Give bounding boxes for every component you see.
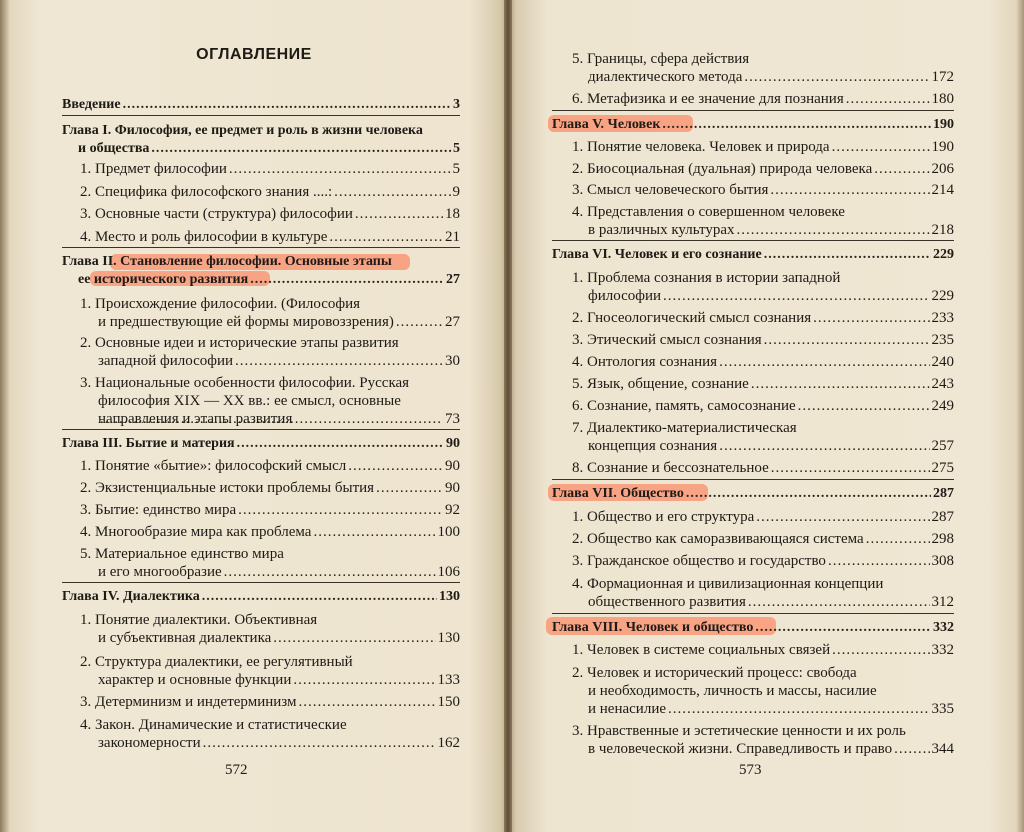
dot-leader	[396, 313, 443, 331]
dot-leader	[237, 435, 444, 453]
toc-entry-text: 4. Закон. Динамические и статистические	[80, 717, 347, 733]
toc-entry-text: 4. Онтология сознания	[572, 354, 718, 370]
dot-leader	[828, 552, 930, 570]
dot-leader	[298, 693, 435, 711]
dot-leader	[329, 228, 443, 246]
toc-section-entry	[572, 664, 954, 682]
toc-page-number: 150	[437, 694, 460, 710]
toc-entry-text: 1. Предмет философии	[80, 161, 227, 177]
toc-page-number: 30	[445, 353, 460, 369]
toc-entry-text: 1. Понятие диалектики. Объективная	[80, 612, 318, 628]
right-page	[508, 0, 1024, 832]
toc-entry-text: 4. Представления о совершенном человеке	[572, 204, 845, 220]
dot-leader	[770, 181, 929, 199]
toc-section-entry	[80, 693, 460, 711]
toc-section-entry	[98, 734, 460, 752]
toc-entry-text: философии	[588, 288, 662, 304]
dot-leader	[744, 68, 929, 86]
toc-section-entry	[588, 287, 954, 305]
section-divider	[62, 247, 460, 248]
dot-leader	[748, 593, 930, 611]
toc-section-entry	[80, 295, 460, 313]
toc-entry-text: 5. Материальное единство мира	[80, 546, 284, 562]
toc-page-number: 229	[931, 288, 954, 304]
toc-entry-text: Глава II. Становление философии. Основные этапы	[62, 254, 392, 269]
toc-page-number: 240	[931, 354, 954, 370]
toc-page-number: 332	[933, 620, 954, 635]
toc-entry-text: и субъективная диалектика	[98, 630, 272, 646]
dot-leader	[686, 485, 931, 503]
dot-leader	[238, 501, 443, 519]
toc-page-number: 130	[439, 589, 460, 604]
toc-section-entry	[572, 331, 954, 349]
toc-section-entry	[572, 419, 954, 437]
toc-entry-text: 3. Нравственные и эстетические ценности и их роль	[572, 723, 906, 739]
toc-page-number: 249	[931, 398, 954, 414]
toc-section-entry	[98, 629, 460, 647]
dot-leader	[771, 459, 930, 477]
toc-page-number: 9	[452, 184, 460, 200]
dot-leader	[229, 160, 451, 178]
dot-leader	[668, 700, 929, 718]
toc-entry-text: закономерности	[98, 735, 201, 751]
dot-leader	[123, 96, 451, 114]
toc-chapter-entry	[62, 96, 460, 114]
dot-leader	[798, 397, 930, 415]
toc-chapter-entry	[62, 435, 460, 453]
toc-entry-text: 2. Основные идеи и исторические этапы развития	[80, 335, 399, 351]
toc-section-entry	[588, 593, 954, 611]
toc-entry-text: 1. Человек в системе социальных связей	[572, 642, 831, 658]
toc-page-number: 235	[931, 332, 954, 348]
section-divider	[552, 240, 954, 241]
toc-page-number: 229	[933, 247, 954, 262]
toc-section-entry	[98, 313, 460, 331]
section-divider	[62, 582, 460, 583]
toc-chapter-entry	[78, 271, 460, 289]
toc-chapter-entry	[552, 485, 954, 503]
page-title: ОГЛАВЛЕНИЕ	[196, 46, 312, 63]
toc-section-entry	[588, 740, 954, 758]
toc-page-number: 190	[933, 117, 954, 132]
toc-entry-text: 3. Детерминизм и индетерминизм	[80, 694, 297, 710]
toc-entry-text: 5. Границы, сфера действия	[572, 51, 750, 67]
dot-leader	[293, 671, 435, 689]
toc-section-entry	[572, 552, 954, 570]
toc-section-entry	[588, 221, 954, 239]
toc-section-entry	[98, 563, 460, 581]
toc-entry-text: 1. Происхождение философии. (Философия	[80, 296, 361, 312]
dot-leader	[202, 588, 437, 606]
toc-page-number: 214	[931, 182, 954, 198]
toc-section-entry	[80, 374, 460, 392]
toc-entry-text: направления и этапы развития	[98, 411, 293, 427]
toc-entry-text: 6. Метафизика и ее значение для познания	[572, 91, 844, 107]
toc-entry-text: Глава VI. Человек и его сознание	[552, 247, 762, 262]
toc-page-number: 5	[453, 141, 460, 156]
dot-leader	[663, 287, 929, 305]
dot-leader	[348, 457, 443, 475]
toc-entry-text: 2. Общество как саморазвивающаяся система	[572, 531, 864, 547]
toc-page-number: 100	[437, 524, 460, 540]
toc-section-entry	[588, 437, 954, 455]
dot-leader	[813, 309, 929, 327]
toc-section-entry	[572, 181, 954, 199]
toc-section-entry	[98, 671, 460, 689]
toc-entry-text: 3. Основные части (структура) философии	[80, 206, 353, 222]
toc-entry-text: общественного развития	[588, 594, 746, 610]
dot-leader	[235, 352, 443, 370]
toc-section-entry	[572, 309, 954, 327]
toc-section-entry	[572, 269, 954, 287]
toc-page-number: 27	[445, 314, 460, 330]
toc-page-number: 92	[445, 502, 460, 518]
toc-section-entry	[80, 479, 460, 497]
toc-page-number: 206	[931, 161, 954, 177]
toc-section-entry	[588, 682, 954, 700]
toc-page-number: 312	[931, 594, 954, 610]
toc-section-entry	[572, 575, 954, 593]
toc-chapter-entry	[552, 116, 954, 134]
toc-entry-text: 6. Сознание, память, самосознание	[572, 398, 796, 414]
toc-entry-text: 4. Место и роль философии в культуре	[80, 229, 328, 245]
dot-leader	[894, 740, 929, 758]
toc-page-number: 218	[931, 222, 954, 238]
toc-page-number: 18	[445, 206, 460, 222]
dot-leader	[250, 271, 444, 289]
toc-section-entry	[80, 545, 460, 563]
toc-section-entry	[80, 457, 460, 475]
dot-leader	[203, 734, 436, 752]
toc-entry-text: диалектического метода	[588, 69, 743, 85]
left-folio: 572	[225, 762, 248, 778]
toc-entry-text: в различных культурах	[588, 222, 735, 238]
dot-leader	[866, 530, 930, 548]
toc-page-number: 287	[933, 486, 954, 501]
toc-page-number: 3	[453, 97, 460, 112]
toc-section-entry	[80, 653, 460, 671]
toc-entry-text: Глава VIII. Человек и общество	[552, 620, 754, 635]
toc-page-number: 344	[931, 741, 954, 757]
dot-leader	[832, 138, 930, 156]
toc-section-entry	[80, 523, 460, 541]
toc-section-entry	[80, 501, 460, 519]
toc-entry-text: 1. Проблема сознания в истории западной	[572, 270, 841, 286]
toc-section-entry	[572, 397, 954, 415]
toc-entry-text: 2. Человек и исторический процесс: свобода	[572, 665, 857, 681]
toc-entry-text: 5. Язык, общение, сознание	[572, 376, 749, 392]
toc-chapter-entry	[78, 140, 460, 158]
toc-entry-text: концепция сознания	[588, 438, 718, 454]
dot-leader	[151, 140, 451, 158]
toc-section-entry	[572, 203, 954, 221]
toc-chapter-entry	[62, 122, 460, 140]
dot-leader	[874, 160, 929, 178]
toc-section-entry	[572, 375, 954, 393]
toc-section-entry	[572, 641, 954, 659]
toc-entry-text: и ненасилие	[588, 701, 667, 717]
right-folio: 573	[739, 762, 762, 778]
dot-leader	[751, 375, 930, 393]
toc-page-number: 298	[931, 531, 954, 547]
toc-page-number: 308	[931, 553, 954, 569]
toc-section-entry	[572, 90, 954, 108]
toc-entry-text: 2. Экзистенциальные истоки проблемы бытия	[80, 480, 375, 496]
toc-entry-text: Глава III. Бытие и материя	[62, 436, 235, 451]
toc-entry-text: Глава IV. Диалектика	[62, 589, 200, 604]
toc-page-number: 233	[931, 310, 954, 326]
toc-page-number: 172	[931, 69, 954, 85]
dot-leader	[764, 331, 930, 349]
dot-leader	[313, 523, 435, 541]
toc-section-entry	[572, 138, 954, 156]
toc-entry-text: 8. Сознание и бессознательное	[572, 460, 769, 476]
toc-page-number: 287	[931, 509, 954, 525]
toc-entry-text: 1. Общество и его структура	[572, 509, 755, 525]
dot-leader	[737, 221, 930, 239]
toc-page-number: 90	[445, 458, 460, 474]
toc-section-entry	[80, 183, 460, 201]
toc-page-number: 130	[437, 630, 460, 646]
toc-page-number: 332	[931, 642, 954, 658]
toc-entry-text: 4. Многообразие мира как проблема	[80, 524, 312, 540]
dot-leader	[355, 205, 443, 223]
toc-page-number: 257	[931, 438, 954, 454]
toc-section-entry	[98, 352, 460, 370]
toc-section-entry	[98, 410, 460, 428]
dot-leader	[756, 508, 929, 526]
toc-section-entry	[572, 508, 954, 526]
toc-entry-text: 2. Специфика философского знания ....:	[80, 184, 333, 200]
toc-section-entry	[80, 160, 460, 178]
left-page	[0, 0, 508, 832]
toc-entry-text: 3. Национальные особенности философии. Русская	[80, 375, 410, 391]
toc-page-number: 162	[437, 735, 460, 751]
toc-section-entry	[80, 334, 460, 352]
toc-entry-text: и его многообразие	[98, 564, 222, 580]
toc-entry-text: Введение	[62, 97, 121, 112]
toc-entry-text: западной философии	[98, 353, 234, 369]
dot-leader	[832, 641, 929, 659]
toc-section-entry	[572, 50, 954, 68]
toc-section-entry	[80, 228, 460, 246]
toc-section-entry	[80, 205, 460, 223]
dot-leader	[846, 90, 930, 108]
toc-page-number: 335	[931, 701, 954, 717]
dot-leader	[376, 479, 443, 497]
toc-entry-text: 3. Этический смысл сознания	[572, 332, 762, 348]
toc-chapter-entry	[62, 588, 460, 606]
toc-section-entry	[572, 353, 954, 371]
toc-section-entry	[80, 716, 460, 734]
toc-page-number: 73	[445, 411, 460, 427]
dot-leader	[719, 437, 929, 455]
toc-page-number: 5	[452, 161, 460, 177]
toc-entry-text: и необходимость, личность и массы, насилие	[588, 683, 877, 699]
dot-leader	[334, 183, 450, 201]
toc-section-entry	[98, 392, 460, 410]
toc-section-entry	[80, 611, 460, 629]
dot-leader	[662, 116, 931, 134]
book-gutter	[504, 0, 512, 832]
toc-page-number: 180	[931, 91, 954, 107]
toc-entry-text: 3. Смысл человеческого бытия	[572, 182, 769, 198]
toc-entry-text: ее исторического развития	[78, 272, 249, 287]
toc-entry-text: Глава I. Философия, ее предмет и роль в жизни человека	[62, 123, 423, 138]
toc-section-entry	[588, 700, 954, 718]
toc-chapter-entry	[62, 253, 460, 271]
toc-chapter-entry	[552, 246, 954, 264]
toc-page-number: 106	[437, 564, 460, 580]
toc-entry-text: Глава VII. Общество	[552, 486, 684, 501]
toc-entry-text: и предшествующие ей формы мировоззрения)	[98, 314, 394, 330]
dot-leader	[224, 563, 436, 581]
toc-page-number: 27	[446, 272, 460, 287]
toc-page-number: 190	[931, 139, 954, 155]
toc-section-entry	[572, 530, 954, 548]
toc-entry-text: философия XIX — XX вв.: ее смысл, основные	[98, 393, 401, 409]
toc-page-number: 243	[931, 376, 954, 392]
toc-entry-text: 3. Бытие: единство мира	[80, 502, 237, 518]
dot-leader	[755, 619, 931, 637]
toc-page-number: 21	[445, 229, 460, 245]
toc-entry-text: 2. Структура диалектики, ее регулятивный	[80, 654, 353, 670]
toc-entry-text: 3. Гражданское общество и государство	[572, 553, 826, 569]
toc-entry-text: 1. Понятие «бытие»: философский смысл	[80, 458, 347, 474]
toc-entry-text: в человеческой жизни. Справедливость и право	[588, 741, 893, 757]
section-divider	[62, 115, 460, 116]
toc-entry-text: 2. Биосоциальная (дуальная) природа человека	[572, 161, 873, 177]
section-divider	[62, 429, 460, 430]
toc-section-entry	[572, 722, 954, 740]
toc-page-number: 90	[446, 436, 460, 451]
section-divider	[552, 479, 954, 480]
dot-leader	[764, 246, 931, 264]
dot-leader	[273, 629, 435, 647]
toc-entry-text: 7. Диалектико-материалистическая	[572, 420, 797, 436]
toc-entry-text: 1. Понятие человека. Человек и природа	[572, 139, 830, 155]
dot-leader	[100, 410, 443, 428]
toc-entry-text: Глава V. Человек	[552, 117, 661, 132]
toc-chapter-entry	[552, 619, 954, 637]
toc-page-number: 90	[445, 480, 460, 496]
toc-section-entry	[572, 160, 954, 178]
toc-entry-text: 4. Формационная и цивилизационная концепции	[572, 576, 884, 592]
toc-entry-text: характер и основные функции	[98, 672, 292, 688]
toc-section-entry	[588, 68, 954, 86]
section-divider	[552, 110, 954, 111]
toc-section-entry	[572, 459, 954, 477]
toc-entry-text: 2. Гносеологический смысл сознания	[572, 310, 812, 326]
section-divider	[552, 613, 954, 614]
toc-page-number: 133	[437, 672, 460, 688]
toc-page-number: 275	[931, 460, 954, 476]
toc-entry-text: и общества	[78, 141, 150, 156]
dot-leader	[719, 353, 929, 371]
